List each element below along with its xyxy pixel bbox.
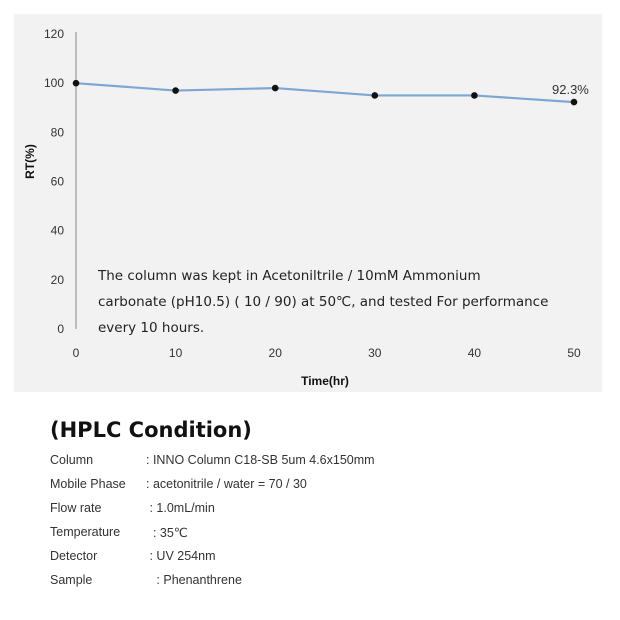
hplc-title: (HPLC Condition)	[50, 418, 252, 442]
hplc-value: : INNO Column C18-SB 5um 4.6x150mm	[146, 453, 375, 467]
y-tick-label: 40	[50, 223, 64, 238]
y-axis-title: RT(%)	[23, 144, 37, 179]
hplc-value: : 1.0mL/min	[146, 501, 215, 515]
hplc-value: : UV 254nm	[146, 549, 216, 563]
y-tick-label: 100	[43, 76, 64, 91]
y-tick-label: 60	[50, 174, 64, 189]
x-axis-title: Time(hr)	[301, 374, 349, 388]
chart-panel	[14, 14, 602, 392]
hplc-value: : 35℃	[146, 525, 188, 540]
hplc-key: Detector	[50, 549, 98, 563]
x-tick-label: 0	[72, 346, 80, 360]
data-point	[471, 92, 478, 99]
y-tick-label: 120	[43, 27, 64, 41]
data-point	[272, 85, 279, 92]
hplc-value: : acetonitrile / water = 70 / 30	[146, 477, 307, 491]
x-tick-label: 30	[368, 346, 382, 360]
hplc-row-column	[50, 448, 590, 472]
hplc-row-mobile-phase	[50, 472, 590, 496]
hplc-row-sample	[50, 568, 590, 592]
hplc-value: : Phenanthrene	[146, 573, 242, 587]
data-point	[172, 87, 179, 94]
hplc-key: Column	[50, 453, 94, 467]
y-tick-label: 20	[50, 272, 64, 287]
hplc-condition-section	[50, 418, 590, 592]
hplc-key: Flow rate	[50, 501, 102, 515]
hplc-key: Mobile Phase	[50, 477, 126, 491]
hplc-row-flow-rate	[50, 496, 590, 520]
series-line	[76, 83, 574, 102]
chart-annotation	[98, 263, 568, 341]
x-tick-label: 40	[467, 346, 482, 360]
hplc-key: Sample	[50, 573, 93, 587]
annotation-line-1: The column was kept in Acetoniltrile / 10mM Ammonium	[98, 268, 481, 284]
x-tick-label: 10	[168, 346, 183, 360]
y-tick-label: 80	[50, 125, 64, 140]
data-label: 92.3%	[552, 82, 589, 98]
annotation-line-2: carbonate (pH10.5) ( 10 / 90) at 50℃, and tested For performance	[98, 294, 549, 310]
hplc-row-temperature	[50, 520, 590, 544]
hplc-row-detector	[50, 544, 590, 568]
data-point	[73, 80, 80, 87]
x-tick-label: 50	[567, 346, 581, 360]
data-point	[571, 99, 578, 106]
x-tick-label: 20	[268, 346, 282, 360]
y-tick-label: 0	[57, 322, 64, 336]
hplc-key: Temperature	[50, 525, 121, 539]
annotation-line-3: every 10 hours.	[98, 320, 205, 336]
data-point	[372, 92, 379, 99]
